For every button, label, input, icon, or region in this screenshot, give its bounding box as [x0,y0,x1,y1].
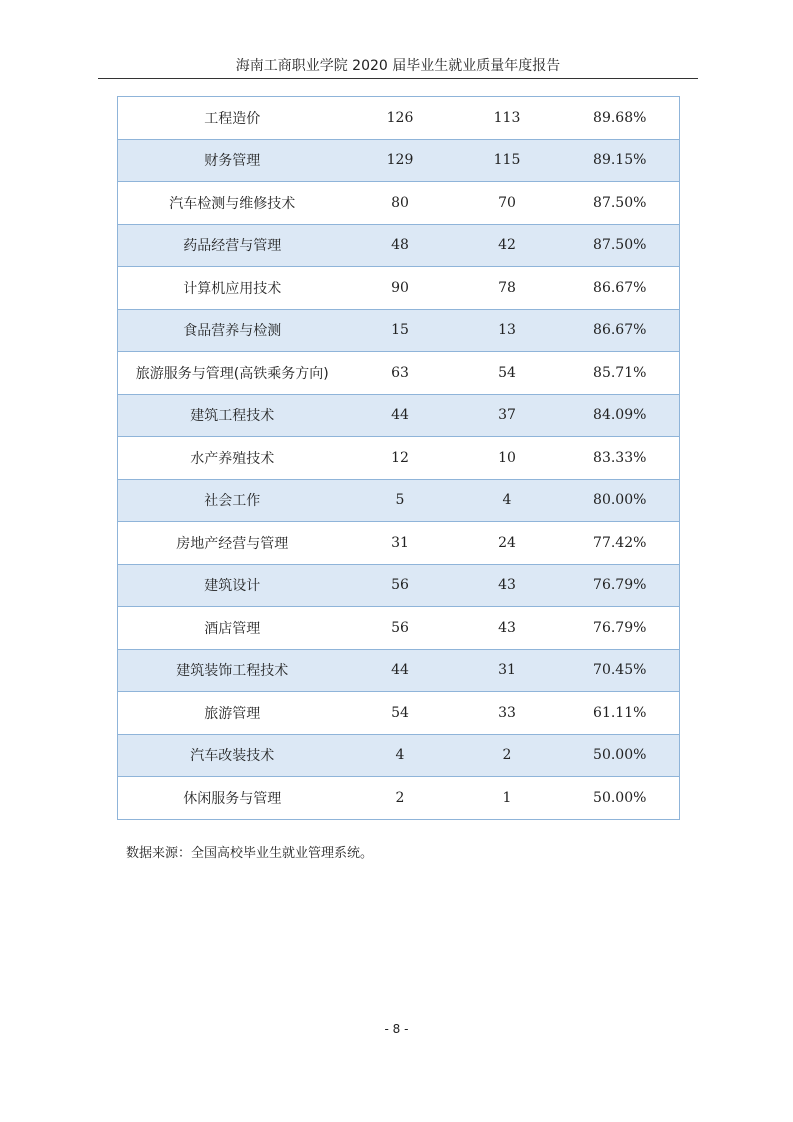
cell-graduates: 54 [347,692,454,735]
cell-employed: 33 [454,692,561,735]
cell-employed: 24 [454,522,561,565]
cell-major: 财务管理 [118,139,347,182]
table-row [118,352,680,395]
cell-rate: 61.11% [561,692,680,735]
table-row [118,479,680,522]
table-row [118,522,680,565]
cell-major: 旅游服务与管理(高铁乘务方向) [118,352,347,395]
cell-employed: 70 [454,182,561,225]
cell-major: 建筑装饰工程技术 [118,649,347,692]
cell-rate: 89.15% [561,139,680,182]
table-row [118,649,680,692]
cell-graduates: 31 [347,522,454,565]
cell-rate: 83.33% [561,437,680,480]
cell-employed: 78 [454,267,561,310]
cell-graduates: 4 [347,734,454,777]
table-row [118,224,680,267]
cell-graduates: 15 [347,309,454,352]
header-rule [98,78,698,79]
table-row [118,777,680,820]
table-row [118,139,680,182]
cell-employed: 54 [454,352,561,395]
cell-rate: 84.09% [561,394,680,437]
cell-graduates: 44 [347,394,454,437]
cell-major: 酒店管理 [118,607,347,650]
cell-graduates: 44 [347,649,454,692]
cell-graduates: 56 [347,564,454,607]
page-number: - 8 - [384,1022,409,1036]
cell-employed: 113 [454,97,561,140]
cell-graduates: 56 [347,607,454,650]
cell-employed: 4 [454,479,561,522]
cell-major: 汽车改装技术 [118,734,347,777]
cell-rate: 50.00% [561,734,680,777]
cell-rate: 77.42% [561,522,680,565]
employment-rate-table [117,96,680,820]
cell-rate: 76.79% [561,607,680,650]
table-row [118,267,680,310]
cell-graduates: 5 [347,479,454,522]
cell-graduates: 48 [347,224,454,267]
cell-rate: 89.68% [561,97,680,140]
cell-employed: 115 [454,139,561,182]
table-row [118,607,680,650]
cell-major: 休闲服务与管理 [118,777,347,820]
cell-employed: 1 [454,777,561,820]
cell-graduates: 80 [347,182,454,225]
table-row [118,97,680,140]
table-row [118,564,680,607]
table-row [118,437,680,480]
table-row [118,734,680,777]
cell-major: 汽车检测与维修技术 [118,182,347,225]
cell-rate: 70.45% [561,649,680,692]
cell-graduates: 129 [347,139,454,182]
cell-employed: 42 [454,224,561,267]
cell-rate: 87.50% [561,182,680,225]
cell-graduates: 2 [347,777,454,820]
table-body [118,97,680,820]
cell-employed: 2 [454,734,561,777]
cell-rate: 80.00% [561,479,680,522]
page-header: 海南工商职业学院 2020 届毕业生就业质量年度报告 [235,58,561,74]
cell-graduates: 12 [347,437,454,480]
cell-employed: 10 [454,437,561,480]
cell-major: 建筑工程技术 [118,394,347,437]
cell-major: 工程造价 [118,97,347,140]
source-note: 数据来源：全国高校毕业生就业管理系统。 [126,846,374,861]
cell-employed: 43 [454,607,561,650]
cell-graduates: 63 [347,352,454,395]
cell-rate: 76.79% [561,564,680,607]
cell-major: 旅游管理 [118,692,347,735]
cell-major: 食品营养与检测 [118,309,347,352]
cell-major: 计算机应用技术 [118,267,347,310]
cell-rate: 86.67% [561,267,680,310]
cell-major: 建筑设计 [118,564,347,607]
table-row [118,182,680,225]
table-row [118,692,680,735]
cell-major: 水产养殖技术 [118,437,347,480]
cell-major: 社会工作 [118,479,347,522]
table-row [118,309,680,352]
cell-rate: 85.71% [561,352,680,395]
cell-rate: 87.50% [561,224,680,267]
table-row [118,394,680,437]
cell-employed: 37 [454,394,561,437]
cell-rate: 86.67% [561,309,680,352]
cell-rate: 50.00% [561,777,680,820]
cell-major: 药品经营与管理 [118,224,347,267]
cell-employed: 43 [454,564,561,607]
cell-graduates: 126 [347,97,454,140]
cell-employed: 13 [454,309,561,352]
cell-major: 房地产经营与管理 [118,522,347,565]
cell-employed: 31 [454,649,561,692]
cell-graduates: 90 [347,267,454,310]
